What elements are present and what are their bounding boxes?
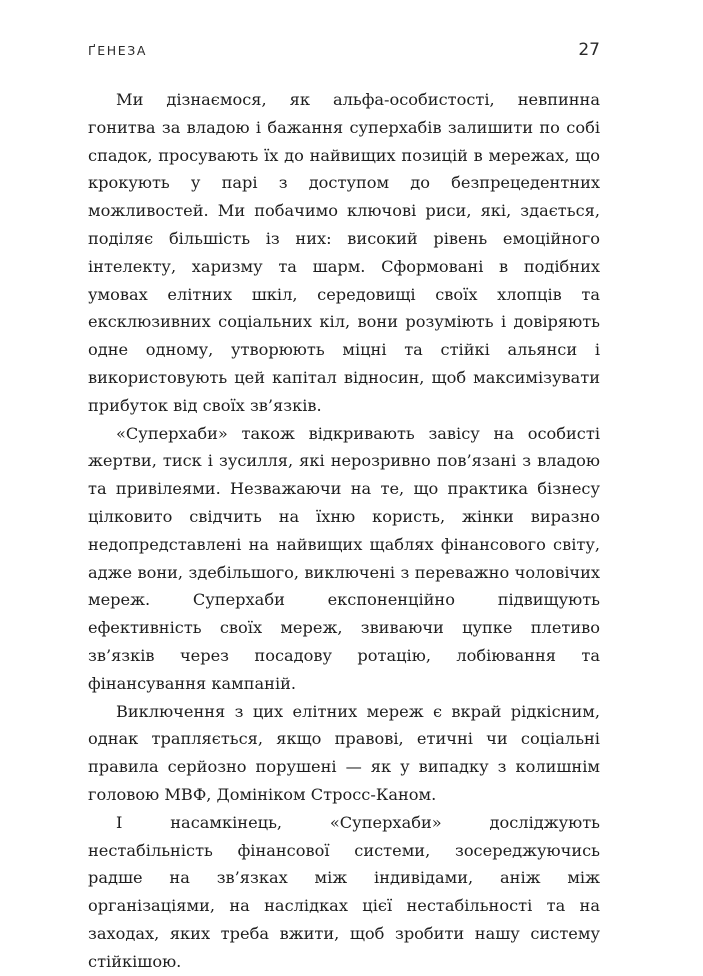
running-header: ҐЕНЕЗА [88, 43, 147, 58]
paragraph: Виключення з цих елітних мереж є вкрай рідкісним, однак трапляється, якщо правові, етичні чи соціальні правила серйозно порушені — як у випадку з колишнім головою МВФ, Домініком Стросс-Каном. [88, 701, 600, 804]
paragraph: «Суперхаби» також відкривають завісу на особисті жертви, тиск і зусилля, які нерозривно пов’язані з владою та привілеями. Незважаючи на те, що практика бізнесу цілковито свідчить на їхню користь, жінки виразно недопредставлені на найвищих щаблях фінансового світу, адже вони, здебільшого, виключені з переважно чоловічих мереж. Суперхаби експоненційно підвищують ефективність своїх мереж, звиваючи цупке плетиво зв’язків через посадову ротацію, лобіювання та фінансування кампаній. [88, 423, 600, 693]
page-number: 27 [578, 40, 600, 60]
paragraph: І насамкінець, «Суперхаби» досліджують нестабільність фінансової системи, зосереджуючись радше на зв’язках між індивідами, аніж між організаціями, на наслідках цієї нестабільності та на заходах, яких треба вжити, щоб зробити нашу систему стійкішою. [88, 812, 600, 971]
body-text [88, 86, 600, 976]
paragraph: Ми дізнаємося, як альфа-особистості, невпинна гонитва за владою і бажання суперхабів залишити по собі спадок, просувають їх до найвищих позицій в мережах, що крокують у парі з доступом до безпрецедентних можливостей. Ми побачимо ключові риси, які, здається, поділяє більшість із них: високий рівень емоційного інтелекту, харизму та шарм. Сформовані в подібних умовах елітних шкіл, середовищі своїх хлопців та ексклюзивних соціальних кіл, вони розуміють і довіряють одне одному, утворюють міцні та стійкі альянси і використовують цей капітал відносин, щоб максимізувати прибуток від своїх зв’язків. [88, 90, 600, 415]
